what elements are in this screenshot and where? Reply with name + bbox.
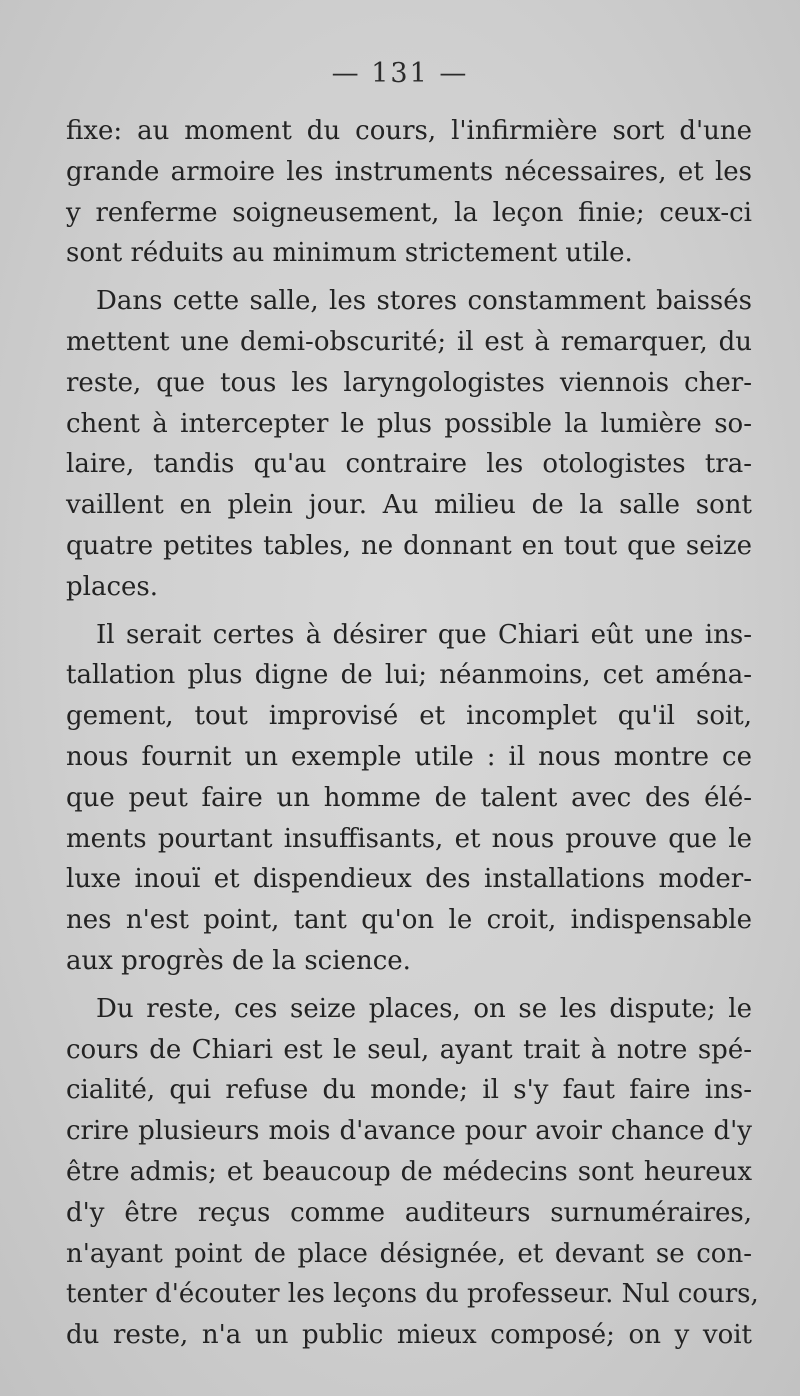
- text-line: fixe: au moment du cours, l'infirmière sort d'une: [66, 116, 752, 146]
- text-line: du reste, n'a un public mieux composé; on y voit: [66, 1320, 752, 1351]
- paragraph: [66, 281, 752, 607]
- text-line: nes n'est point, tant qu'on le croit, indispensable: [66, 905, 752, 936]
- text-line: ments pourtant insuffisants, et nous prouve que le: [66, 823, 752, 854]
- text-line: chent à intercepter le plus possible la lumière so-: [66, 408, 752, 439]
- text-line: vaillent en plein jour. Au milieu de la salle sont: [66, 490, 752, 521]
- text-line: être admis; et beaucoup de médecins sont heureux: [66, 1156, 752, 1187]
- text-line: cialité, qui refuse du monde; il s'y faut faire ins-: [66, 1075, 752, 1106]
- text-line: grande armoire les instruments nécessaires, et les: [66, 156, 752, 187]
- text-line: y renferme soigneusement, la leçon finie; ceux-ci: [66, 197, 752, 228]
- text-line: quatre petites tables, ne donnant en tout que seize: [66, 530, 752, 561]
- body-text: [66, 111, 759, 1356]
- text-line: Il serait certes à désirer que Chiari eût une ins-: [96, 619, 752, 650]
- text-line: cours de Chiari est le seul, ayant trait à notre spé-: [66, 1034, 752, 1065]
- text-line: aux progrès de la science.: [66, 945, 411, 976]
- page-number: — 131 —: [331, 58, 469, 89]
- text-line: crire plusieurs mois d'avance pour avoir chance d'y: [66, 1116, 752, 1147]
- text-line: Dans cette salle, les stores constamment baissés: [96, 286, 752, 317]
- text-line: que peut faire un homme de talent avec des élé-: [66, 782, 752, 813]
- text-line: Du reste, ces seize places, on se les dispute; le: [96, 993, 752, 1024]
- text-line: laire, tandis qu'au contraire les otologistes tra-: [66, 449, 752, 480]
- paragraph: [66, 615, 752, 982]
- paragraph: [66, 989, 759, 1356]
- text-line: gement, tout improvisé et incomplet qu'il soit,: [66, 701, 752, 732]
- text-line: places.: [66, 571, 159, 602]
- text-line: mettent une demi-obscurité; il est à remarquer, du: [66, 326, 752, 357]
- text-line: sont réduits au minimum strictement utile.: [66, 238, 633, 269]
- text-line: nous fournit un exemple utile : il nous montre ce: [66, 741, 752, 772]
- paragraph: [66, 111, 752, 274]
- text-line: d'y être reçus comme auditeurs surnuméraires,: [66, 1197, 752, 1228]
- text-line: luxe inouï et dispendieux des installations moder-: [66, 864, 752, 895]
- text-line: reste, que tous les laryngologistes viennois cher-: [66, 367, 752, 398]
- text-line: tenter d'écouter les leçons du professeur. Nul cours,: [66, 1279, 759, 1310]
- text-line: tallation plus digne de lui; néanmoins, cet aména-: [66, 660, 752, 691]
- text-line: n'ayant point de place désignée, et devant se con-: [66, 1238, 752, 1269]
